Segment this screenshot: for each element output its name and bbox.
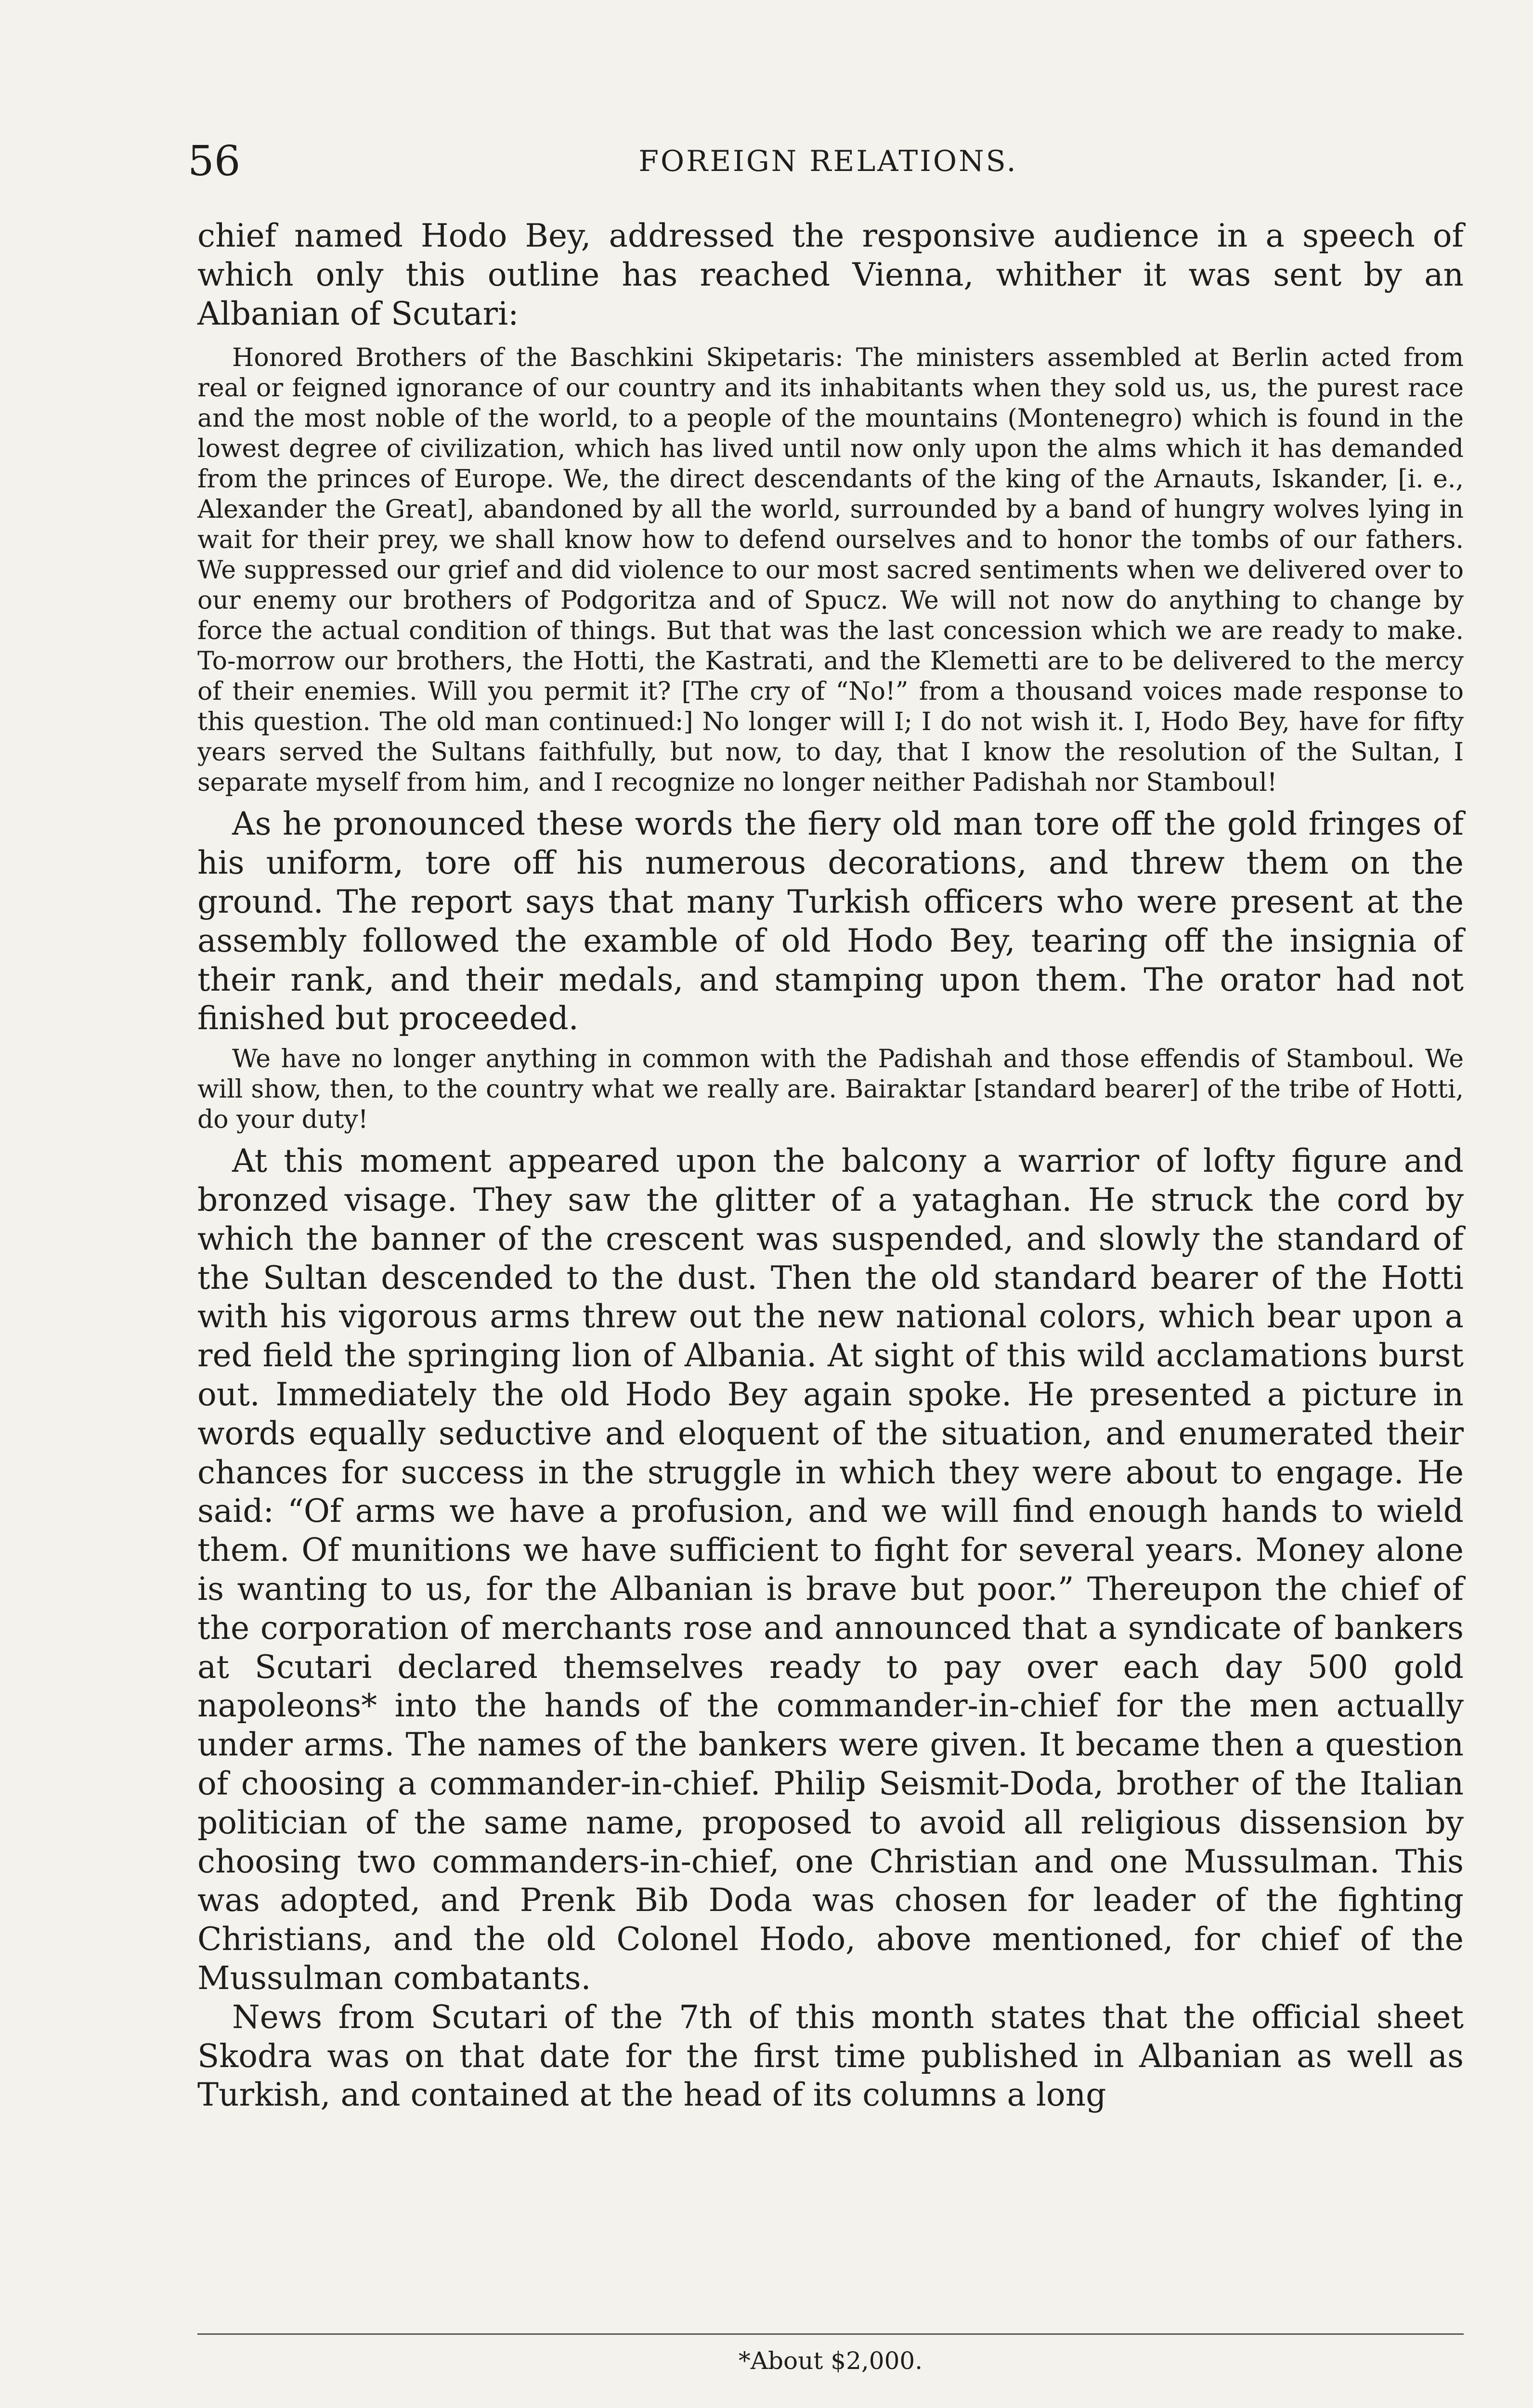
body-text: [197, 217, 1464, 2115]
running-head: FOREIGN RELATIONS.: [638, 144, 1018, 178]
speech-quote-1: Honored Brothers of the Baschkini Skipetaris: The ministers assembled at Berlin acted from real or feigned ignorance of our country and its inhabitants when they sold us, us, the purest race and the most noble of the world, to a people of the mountains (Montenegro) which is found in the lowest degree of civilization, which has lived until now only upon the alms which it has demanded from the princes of Europe. We, the direct descendants of the king of the Arnauts, Iskander, [i. e., Alexander the Great], abandoned by all the world, surrounded by a band of hungry wolves lying in wait for their prey, we shall know how to defend ourselves and to honor the tombs of our fathers. We suppressed our grief and did violence to our most sacred sentiments when we delivered over to our enemy our brothers of Podgoritza and of Spucz. We will not now do anything to change by force the actual condition of things. But that was the last concession which we are ready to make. To-morrow our brothers, the Hotti, the Kastrati, and the Klemetti are to be delivered to the mercy of their enemies. Will you permit it? [The cry of “No!” from a thousand voices made response to this question. The old man continued:] No longer will I; I do not wish it. I, Hodo Bey, have for fifty years served the Sultans faithfully, but now, to day, that I know the resolution of the Sultan, I separate myself from him, and I recognize no longer neither Padishah nor Stamboul!: [197, 343, 1464, 798]
paragraph-gold-fringes: As he pronounced these words the fiery old man tore off the gold fringes of his uniform, tore off his numerous decorations, and threw them on the ground. The report says that many Turkish officers who were present at the assembly followed the examble of old Hodo Bey, tearing off the insignia of their rank, and their medals, and stamping upon them. The orator had not finished but proceeded.: [197, 805, 1464, 1037]
footnote-divider: [197, 2333, 1464, 2335]
paragraph-skodra: News from Scutari of the 7th of this month states that the official sheet Skodra was on that date for the first time published in Albanian as well as Turkish, and contained at the head of its columns a long: [197, 1998, 1464, 2114]
page-header: [188, 135, 1468, 188]
footnote: *About $2,000.: [738, 2347, 923, 2375]
page-number: 56: [188, 137, 241, 185]
paragraph-balcony: At this moment appeared upon the balcony a warrior of lofty figure and bronzed visage. They saw the glitter of a yataghan. He struck the cord by which the banner of the crescent was suspended, and slowly the standard of the Sultan descended to the dust. Then the old standard bearer of the Hotti with his vigorous arms threw out the new national colors, which bear upon a red field the springing lion of Albania. At sight of this wild acclamations burst out. Immediately the old Hodo Bey again spoke. He presented a picture in words equally seductive and eloquent of the situation, and enumerated their chances for success in the struggle in which they were about to engage. He said: “Of arms we have a profusion, and we will find enough hands to wield them. Of munitions we have sufficient to fight for several years. Money alone is wanting to us, for the Albanian is brave but poor.” Thereupon the chief of the corporation of merchants rose and announced that a syndicate of bankers at Scutari declared themselves ready to pay over each day 500 gold napoleons* into the hands of the commander-in-chief for the men actually under arms. The names of the bankers were given. It became then a question of choosing a commander-in-chief. Philip Seismit-Doda, brother of the Italian politician of the same name, proposed to avoid all religious dissension by choosing two commanders-in-chief, one Christian and one Mussulman. This was adopted, and Prenk Bib Doda was chosen for leader of the fighting Christians, and the old Colonel Hodo, above mentioned, for chief of the Mussulman combatants.: [197, 1142, 1464, 1997]
paragraph-intro: chief named Hodo Bey, addressed the responsive audience in a speech of which only this outline has reached Vienna, whither it was sent by an Albanian of Scutari:: [197, 217, 1464, 332]
speech-quote-2: We have no longer anything in common with the Padishah and those effendis of Stamboul. We will show, then, to the country what we really are. Bairaktar [standard bearer] of the tribe of Hotti, do your duty!: [197, 1045, 1464, 1135]
